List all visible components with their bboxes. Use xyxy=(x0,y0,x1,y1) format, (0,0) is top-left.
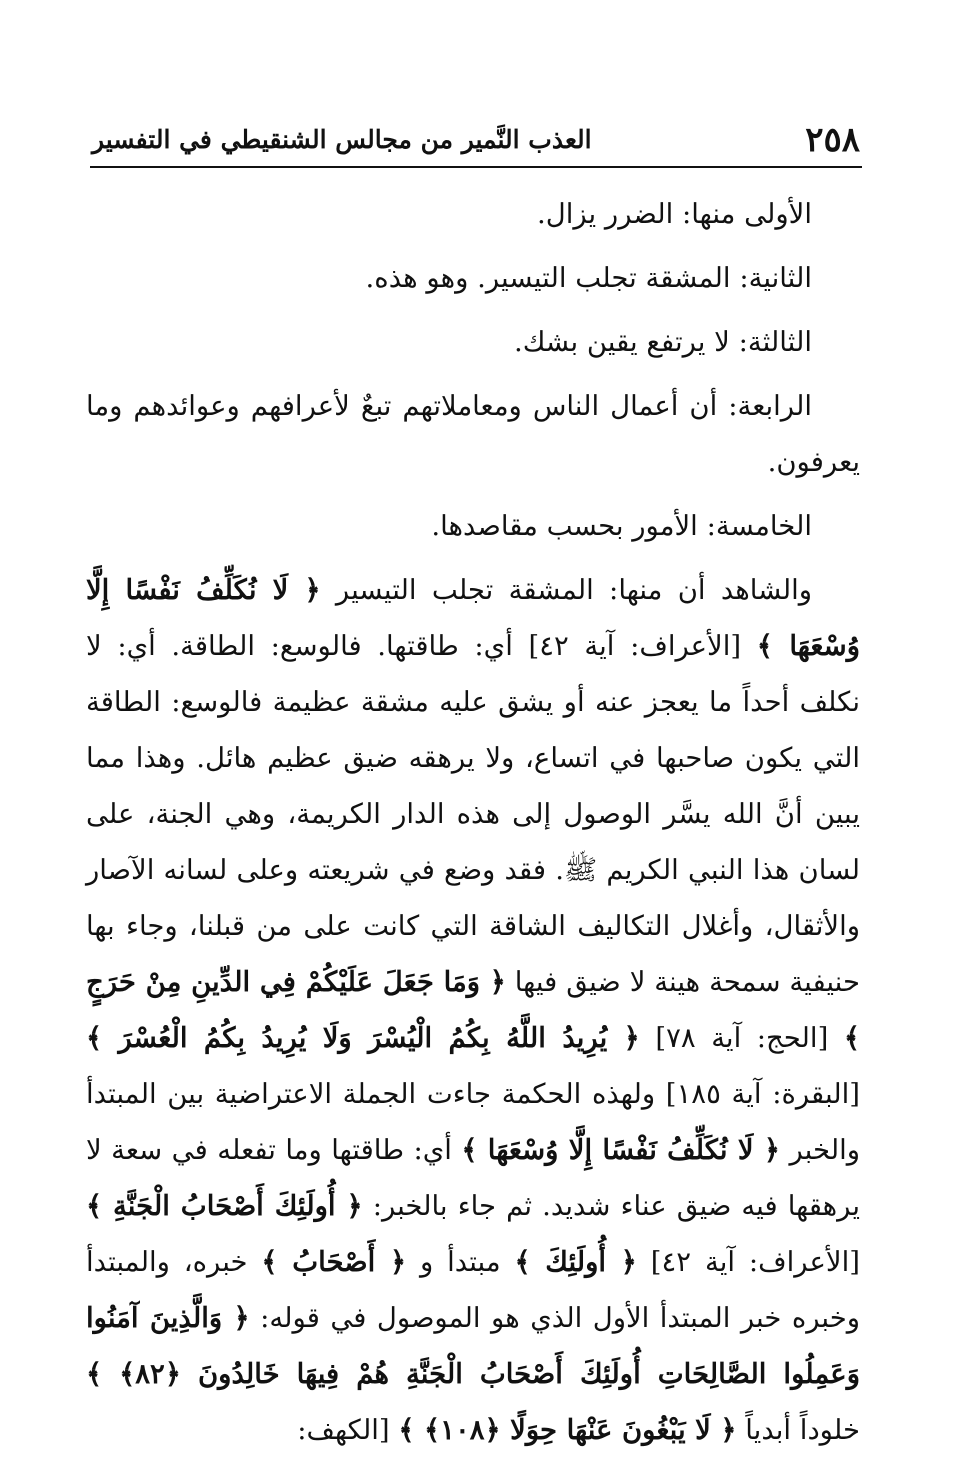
rule-text: لا يرتفع يقين بشك. xyxy=(514,326,730,358)
quran-verse: ﴿ يُرِيدُ اللَّهُ بِكُمُ الْيُسْرَ وَلَا يُرِيدُ بِكُمُ الْعُسْرَ ﴾ xyxy=(86,1022,640,1054)
text-segment: خلوداً أبدياً xyxy=(745,1414,860,1446)
text-segment: [الأعراف: آية ٤٢] أي: طاقتها. فالوسع: الطاقة. أي: لا نكلف أحداً ما يعجز عنه أو يشق عليه مشقة عظيمة فالوسع: الطاقة التي يكون صاحبها في اتساع، ولا يرهقه ضيق عظيم هائل. وهذا مما يبين أنَّ الله يسَّر الوصول إلى هذه الدار الكريمة، وهي الجنة، على لسان هذا النبي الكريم ﷺ. فقد وضع في شريعته وعلى لسانه الآصار والأثقال، وأغلال التكاليف الشاقة التي كانت على من قبلنا، وجاء بها حنيفية سمحة هينة لا ضيق فيها xyxy=(86,630,860,998)
page-number: ٢٥٨ xyxy=(805,120,860,160)
text-segment: [البقرة: آية ١٨٥] ولهذه الحكمة جاءت الجملة الاعتراضية بين المبتدأ والخبر xyxy=(86,1078,861,1166)
text-segment: خبره، والمبتدأ وخبره خبر المبتدأ الأول الذي هو الموصول في قوله: xyxy=(86,1246,860,1334)
rule-text: الأمور بحسب مقاصدها. xyxy=(431,510,698,542)
rule-label: الثانية xyxy=(748,262,812,294)
header-divider xyxy=(90,166,862,168)
rule-label: الأولى منها xyxy=(691,198,812,230)
quran-verse: ﴿ أُولَئِكَ ﴾ xyxy=(514,1246,637,1278)
rule-item-second: الثانية: المشقة تجلب التيسير. وهو هذه. xyxy=(365,262,812,294)
rule-text: أن أعمال الناس ومعاملاتهم تبعٌ لأعرافهم وعوائدهم وما يعرفون. xyxy=(86,390,860,478)
text-segment: أي: طاقتها وما تفعله في سعة لا يرهقها فيه ضيق عناء شديد. ثم جاء بالخبر: xyxy=(86,1134,860,1222)
rule-item-third: الثالثة: لا يرتفع يقين بشك. xyxy=(514,326,812,358)
verse-reference: [الكهف: xyxy=(297,1414,390,1446)
page-body xyxy=(86,186,860,1458)
quran-verse: ﴿ لَا نُكَلِّفُ نَفْسًا إِلَّا وُسْعَهَا ﴾ xyxy=(461,1134,780,1166)
quran-verse: ﴿ أُولَئِكَ أَصْحَابُ الْجَنَّةِ ﴾ xyxy=(86,1190,363,1222)
verse-reference: [الأعراف: آية ٤٢] xyxy=(650,1246,860,1278)
quran-verse: ﴿ أَصْحَابُ ﴾ xyxy=(261,1246,407,1278)
commentary-paragraph xyxy=(86,562,860,1458)
text-segment: والشاهد أن منها: المشقة تجلب التيسير xyxy=(335,574,812,606)
rule-item-fifth: الخامسة: الأمور بحسب مقاصدها. xyxy=(431,510,812,542)
rule-item-fourth: الرابعة: أن أعمال الناس ومعاملاتهم تبعٌ لأعرافهم وعوائدهم وما يعرفون. xyxy=(86,390,860,478)
quran-verse: ﴿ وَمَا جَعَلَ عَلَيْكُمْ فِي الدِّينِ مِنْ حَرَجٍ ﴾ xyxy=(86,966,861,1054)
rule-label: الرابعة xyxy=(737,390,812,422)
quran-verse: ﴿ وَالَّذِينَ آمَنُوا وَعَمِلُوا الصَّالِحَاتِ أُولَئِكَ أَصْحَابُ الْجَنَّةِ هُمْ فِيهَا خَالِدُونَ ﴿٨٢﴾ ﴾ xyxy=(86,1302,860,1390)
verse-reference: [الحج: آية ٧٨] xyxy=(655,1022,829,1054)
quran-verse: ﴿ لَا نُكَلِّفُ نَفْسًا إِلَّا وُسْعَهَا ﴾ xyxy=(86,574,860,662)
rule-text: الضرر يزال. xyxy=(536,198,674,230)
rule-item-first: الأولى منها: الضرر يزال. xyxy=(536,198,812,230)
book-title: العذب النَّمير من مجالس الشنقيطي في التفسير xyxy=(92,125,592,154)
text-segment: مبتدأ و xyxy=(419,1246,501,1278)
rule-label: الثالثة xyxy=(747,326,812,358)
page-header xyxy=(92,118,860,162)
quran-verse: ﴿ لَا يَبْغُونَ عَنْهَا حِوَلًا ﴿١٠٨﴾ ﴾ xyxy=(398,1414,737,1446)
rule-text: المشقة تجلب التيسير. وهو هذه. xyxy=(365,262,731,294)
rule-label: الخامسة xyxy=(715,510,812,542)
